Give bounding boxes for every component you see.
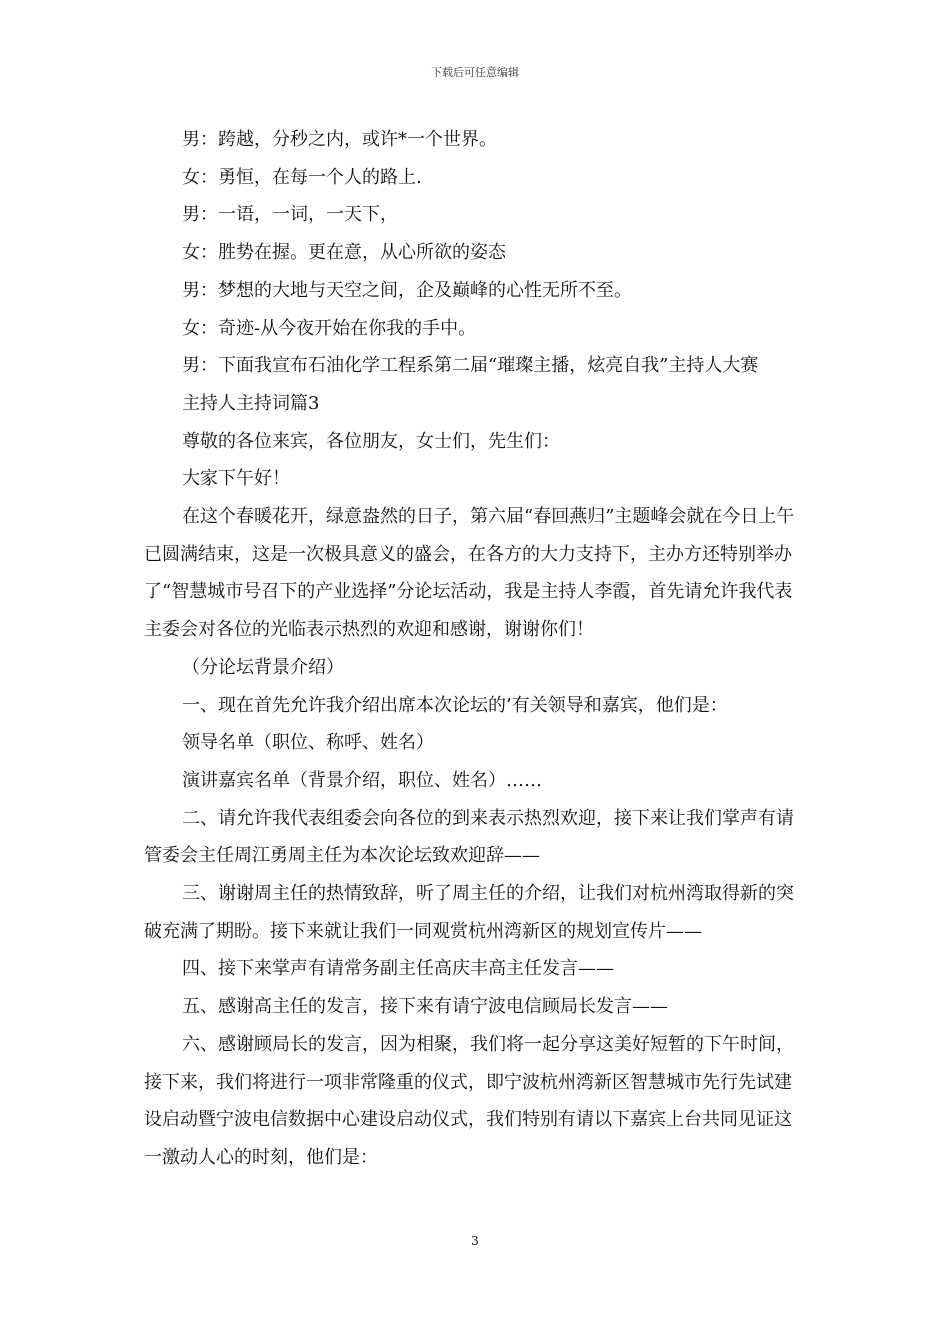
paragraph: 四、接下来掌声有请常务副主任高庆丰高主任发言—— xyxy=(182,958,614,980)
paragraph: 女：勇恒，在每一个人的路上. xyxy=(182,166,422,188)
paragraph: 演讲嘉宾名单（背景介绍，职位、姓名）…… xyxy=(182,769,542,791)
document-body xyxy=(144,121,806,1177)
page-number: 3 xyxy=(471,1234,479,1248)
paragraph: 六、感谢顾局长的发言，因为相聚，我们将一起分享这美好短暂的下午时间，接下来，我们将进行一项非常隆重的仪式，即宁波杭州湾新区智慧城市先行先试建设启动暨宁波电信数据中心建设启动仪式，我们特别有请以下嘉宾上台共同见证这一激动人心的时刻，他们是： xyxy=(144,1033,794,1168)
paragraph: 三、谢谢周主任的热情致辞，听了周主任的介绍，让我们对杭州湾取得新的突破充满了期盼。接下来就让我们一同观赏杭州湾新区的规划宣传片—— xyxy=(144,883,794,942)
paragraph: 尊敬的各位来宾，各位朋友，女士们，先生们： xyxy=(182,430,560,452)
paragraph: 大家下午好！ xyxy=(182,468,290,490)
paragraph: 女：胜势在握。更在意，从心所欲的姿态 xyxy=(182,242,506,264)
paragraph: 男：梦想的大地与天空之间，企及巅峰的心性无所不至。 xyxy=(182,279,632,301)
section-heading: 主持人主持词篇3 xyxy=(182,392,320,414)
page-header: 下载后可任意编辑 xyxy=(431,66,519,79)
paragraph: 在这个春暖花开，绿意盎然的日子，第六届“春回燕归”主题峰会就在今日上午已圆满结束，这是一次极具意义的盛会，在各方的大力支持下，主办方还特别举办了“智慧城市号召下的产业选择”分论坛活动，我是主持人李霞，首先请允许我代表主委会对各位的光临表示热烈的欢迎和感谢，谢谢你们！ xyxy=(144,506,795,641)
paragraph: 男：跨越，分秒之内，或许*一个世界。 xyxy=(182,129,497,150)
paragraph: （分论坛背景介绍） xyxy=(182,656,344,678)
paragraph: 二、请允许我代表组委会向各位的到来表示热烈欢迎，接下来让我们掌声有请管委会主任周江勇周主任为本次论坛致欢迎辞—— xyxy=(144,807,794,867)
paragraph: 女：奇迹-从今夜开始在你我的手中。 xyxy=(182,317,477,339)
paragraph: 领导名单（职位、称呼、姓名） xyxy=(182,732,434,754)
paragraph: 一、现在首先允许我介绍出席本次论坛的’有关领导和嘉宾，他们是： xyxy=(182,694,728,716)
paragraph: 男：下面我宣布石油化学工程系第二届“璀璨主播，炫亮自我”主持人大赛 xyxy=(182,355,759,377)
paragraph: 男：一语，一词，一天下， xyxy=(182,204,398,226)
paragraph: 五、感谢高主任的发言，接下来有请宁波电信顾局长发言—— xyxy=(182,996,668,1018)
